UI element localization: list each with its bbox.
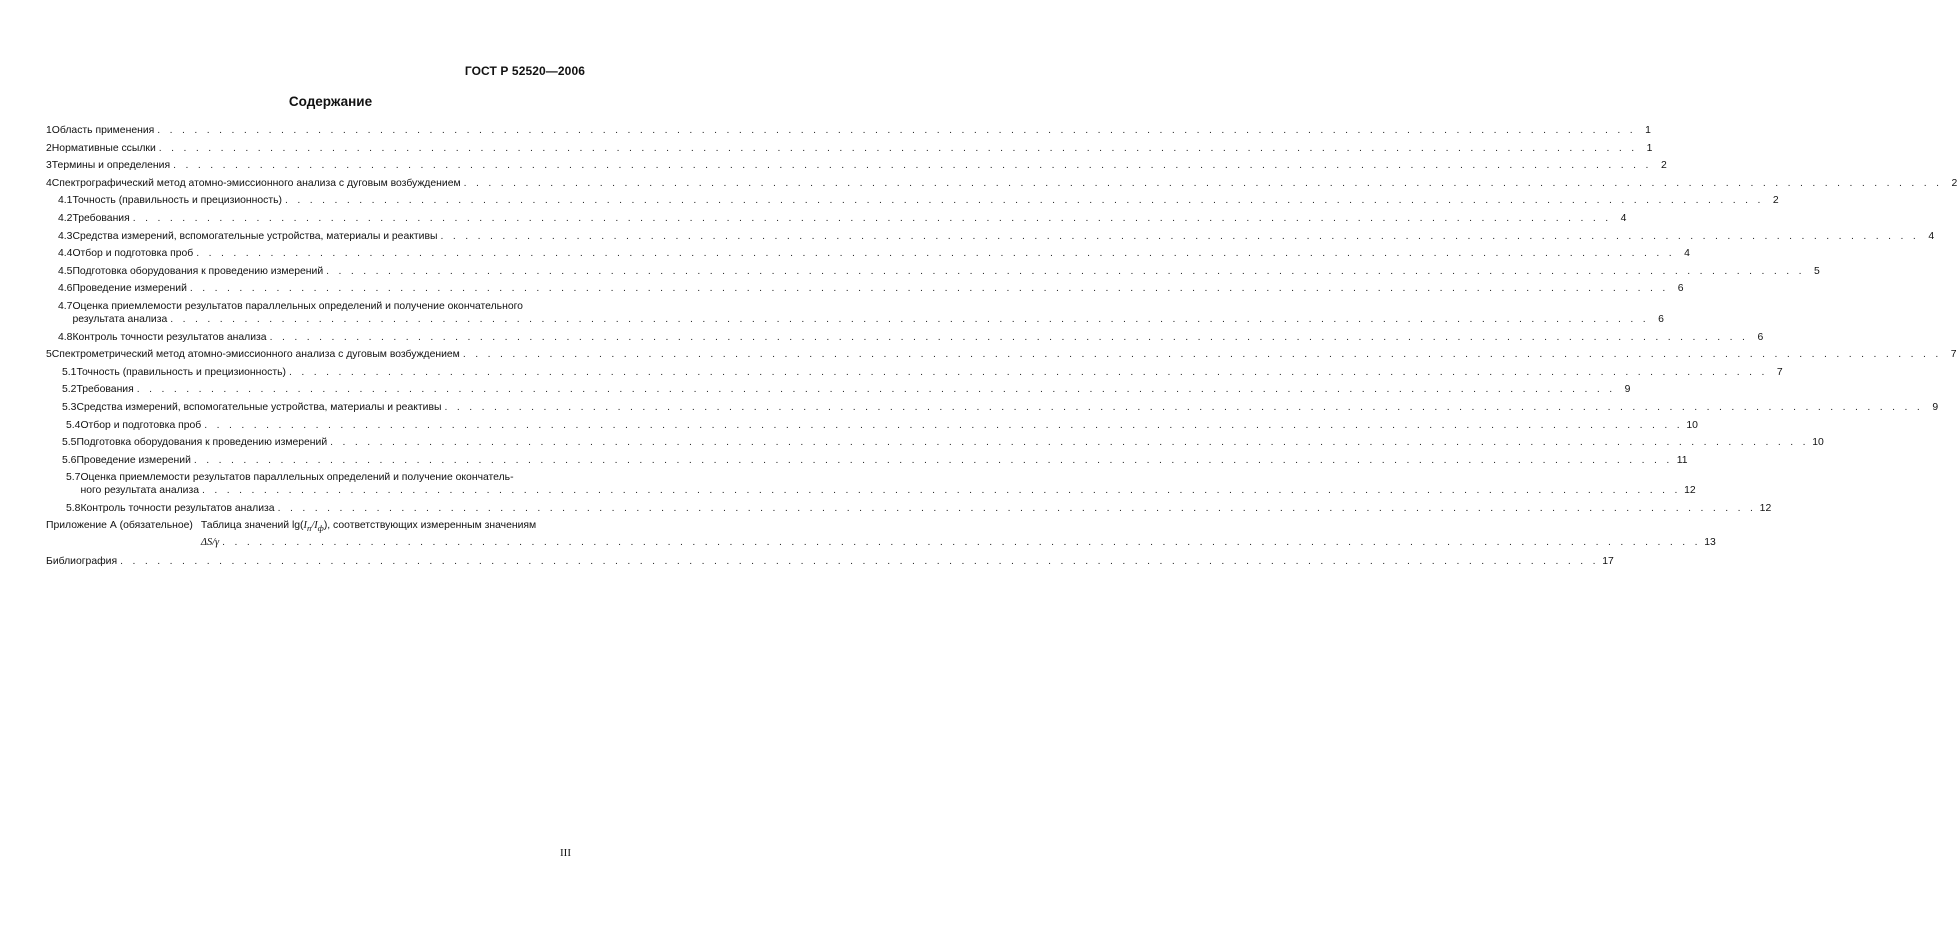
toc-entry-4-8[interactable]	[46, 331, 1764, 349]
leader-dots: . . . . . . . . . . . . . . . . . . . . . . . . . . . . . . . . . . . . . . . . . . . . . . . . . . . . . . . . . . . . . . . . . . . . . . . . . . . . . . . . . . . . . . . . . . . . . . . . . . . . . . . . . . . . . . . . . . . . . . . .	[440, 230, 1920, 242]
toc-entry-5[interactable]	[46, 348, 1957, 366]
toc-page-number: 4	[1684, 248, 1690, 260]
appendix-label: Приложение А (обязательное)	[46, 520, 193, 532]
toc-entry-4-3[interactable]	[46, 230, 1935, 248]
toc-entry-text: Точность (правильность и прецизионность)	[72, 195, 283, 207]
toc-entry-number: 5.6	[62, 454, 77, 466]
toc-entry-4-5[interactable]	[46, 265, 1820, 283]
page-title: Содержание	[288, 94, 373, 109]
leader-dots: . . . . . . . . . . . . . . . . . . . . . . . . . . . . . . . . . . . . . . . . . . . . . . . . . . . . . . . . . . . . . . . . . . . . . . . . . . . . . . . . . . . . . . . . . . . . . . . . . . . . . . . . . . . . . . . . . . . . . . . .	[173, 160, 1652, 172]
leader-dots: . . . . . . . . . . . . . . . . . . . . . . . . . . . . . . . . . . . . . . . . . . . . . . . . . . . . . . . . . . . . . . . . . . . . . . . . . . . . . . . . . . . . . . . . . . . . . . . . . . . . . . . . . . . . . . . . . . . . . . . .	[196, 248, 1675, 260]
toc-entry-5-2[interactable]	[46, 383, 1631, 401]
toc-entry-5-7[interactable]	[46, 471, 1696, 502]
toc-entry-number: 4.5	[58, 265, 73, 277]
toc-page-number: 6	[1658, 313, 1664, 325]
toc-entry-text: Спектрографический метод атомно-эмиссионного анализа с дуговым возбуждением	[51, 177, 461, 189]
toc-page-number: 11	[1676, 454, 1688, 466]
toc-entry-text: Оценка приемлемости результатов параллельных определений и получение окончательного	[72, 300, 523, 312]
leader-dots: . . . . . . . . . . . . . . . . . . . . . . . . . . . . . . . . . . . . . . . . . . . . . . . . . . . . . . . . . . . . . . . . . . . . . . . . . . . . . . . . . . . . . . . . . . . . . . . . . . . . . . . . . . . . . . . . . . . . . . . .	[202, 485, 1681, 497]
page-number: III	[560, 847, 571, 859]
toc-page-number: 12	[1759, 502, 1772, 514]
toc-entry-number: 5.8	[66, 502, 81, 514]
toc-entry-text: Проведение измерений	[76, 454, 191, 466]
toc-page-number: 10	[1686, 419, 1698, 431]
toc-entry-number: 2	[46, 142, 52, 154]
toc-page-number: 1	[1645, 125, 1651, 136]
leader-dots: . . . . . . . . . . . . . . . . . . . . . . . . . . . . . . . . . . . . . . . . . . . . . . . . . . . . . . . . . . . . . . . . . . . . . . . . . . . . . . . . . . . . . . . . . . . . . . . . . . . . . . . . . . . . . . . . . . . . . . . .	[132, 212, 1612, 224]
toc-entry-text: Контроль точности результатов анализа	[80, 502, 275, 514]
leader-dots: . . . . . . . . . . . . . . . . . . . . . . . . . . . . . . . . . . . . . . . . . . . . . . . . . . . . . . . . . . . . . . . . . . . . . . . . . . . . . . . . . . . . . . . . . . . . . . . . . . . . . . . . . . . . . . . . . . . . . . . .	[158, 142, 1638, 154]
leader-dots: . . . . . . . . . . . . . . . . . . . . . . . . . . . . . . . . . . . . . . . . . . . . . . . . . . . . . . . . . . . . . . . . . . . . . . . . . . . . . . . . . . . . . . . . . . . . . . . . . . . . . . . . . . . . . . . . . . . . . . . .	[289, 366, 1768, 378]
toc-entry-text: Библиография	[46, 556, 118, 568]
toc-page-number: 1	[1646, 142, 1653, 154]
toc-entry-1[interactable]	[46, 124, 1651, 142]
toc-entry-2[interactable]	[46, 142, 1653, 160]
toc-entry-4-7[interactable]	[46, 300, 1664, 331]
toc-entry-5-4[interactable]	[46, 419, 1698, 437]
toc-entry-5-5[interactable]	[46, 436, 1824, 454]
toc-entry-text: Спектрометрический метод атомно-эмиссионного анализа с дуговым возбуждением	[51, 349, 460, 361]
toc-entry-number: 4.1	[58, 195, 73, 207]
toc-entry-number: 4	[46, 177, 52, 189]
toc-entry-3[interactable]	[46, 159, 1667, 177]
leader-dots: . . . . . . . . . . . . . . . . . . . . . . . . . . . . . . . . . . . . . . . . . . . . . . . . . . . . . . . . . . . . . . . . . . . . . . . . . . . . . . . . . . . . . . . . . . . . . . . . . . . . . . . . . . . . . . . . . . . . . . . .	[462, 349, 1942, 361]
toc-entry-text: Отбор и подготовка проб	[72, 248, 194, 260]
toc-entry-text-continued: результата анализа	[72, 313, 168, 325]
toc-page-number: 2	[1660, 160, 1667, 172]
toc-entry-number: 4.8	[58, 331, 73, 343]
toc-entry-text: Проведение измерений	[72, 283, 187, 295]
leader-dots: . . . . . . . . . . . . . . . . . . . . . . . . . . . . . . . . . . . . . . . . . . . . . . . . . . . . . . . . . . . . . . . . . . . . . . . . . . . . . . . . . . . . . . . . . . . . . . . . . . . . . . . . . . . . . . . . . . . . . . . .	[269, 331, 1749, 343]
toc-entry-number: 5.4	[66, 419, 81, 431]
toc-entry-number: 4.3	[58, 230, 73, 242]
document-code: ГОСТ Р 52520—2006	[464, 64, 585, 78]
toc-entry-text: Требования	[76, 384, 134, 396]
toc-entry-number: 4.6	[58, 283, 73, 295]
toc-page-number: 10	[1812, 437, 1824, 449]
toc-page-number: 7	[1776, 366, 1783, 378]
leader-dots: . . . . . . . . . . . . . . . . . . . . . . . . . . . . . . . . . . . . . . . . . . . . . . . . . . . . . . . . . . . . . . . . . . . . . . . . . . . . . . . . . . . . . . . . . . . . . . . . . . . . . . . . . . . . . . . . . . . . . . . .	[136, 384, 1616, 396]
toc-entry-text-continued: ного результата анализа	[80, 485, 200, 497]
toc-entry-number: 3	[46, 160, 52, 172]
toc-entry-text: Оценка приемлемости результатов параллельных определений и получение окончатель-	[80, 472, 514, 484]
toc-entry-number: 5	[46, 349, 52, 361]
toc-entry-5-1[interactable]	[46, 366, 1783, 384]
toc-entry-number: 4.4	[58, 248, 73, 260]
toc-page-number: 17	[1602, 556, 1614, 568]
toc-entry-number: 5.1	[62, 366, 77, 378]
toc-entry-text: Средства измерений, вспомогательные устройства, материалы и реактивы	[72, 230, 438, 242]
toc-entry-4-1[interactable]	[46, 194, 1779, 212]
toc-entry-number: 5.3	[62, 401, 77, 413]
toc-appendix-a[interactable]	[46, 519, 1716, 555]
toc-entry-text: Отбор и подготовка проб	[80, 419, 202, 431]
leader-dots: . . . . . . . . . . . . . . . . . . . . . . . . . . . . . . . . . . . . . . . . . . . . . . . . . . . . . . . . . . . . . . . . . . . . . . . . . . . . . . . . . . . . . . . . . . . . . . . . . . . . . . . . . . . . . . . . . . . . . . . .	[463, 177, 1943, 189]
toc-page-number: 9	[1624, 384, 1631, 396]
toc-entry-4-6[interactable]	[46, 282, 1684, 300]
leader-dots: . . . . . . . . . . . . . . . . . . . . . . . . . . . . . . . . . . . . . . . . . . . . . . . . . . . . . . . . . . . . . . . . . . . . . . . . . . . . . . . . . . . . . . . . . . . . . . . . . . . . . . . . . . . . . . . . . . . . . . . .	[170, 313, 1649, 325]
toc-entry-number: 5.2	[62, 384, 77, 396]
toc-entry-text: Точность (правильность и прецизионность)	[76, 366, 287, 378]
leader-dots: . . . . . . . . . . . . . . . . . . . . . . . . . . . . . . . . . . . . . . . . . . . . . . . . . . . . . . . . . . . . . . . . . . . . . . . . . . . . . . . . . . . . . . . . . . . . . . . . . . . . . . . . . . . . . . . . . . . . . . . .	[277, 502, 1757, 514]
toc-entry-text: Нормативные ссылки	[51, 142, 156, 154]
toc-entry-number: 4.7	[58, 300, 73, 312]
table-of-contents	[46, 124, 1957, 573]
toc-page-number: 6	[1757, 331, 1764, 343]
toc-page-number: 13	[1704, 536, 1716, 548]
toc-bibliography[interactable]	[46, 555, 1614, 573]
toc-entry-4[interactable]	[46, 177, 1957, 195]
toc-page-number: 6	[1677, 283, 1684, 295]
appendix-title: Таблица значений $\lg(I_n/I_ф)$, соответствующих измеренным значениям	[200, 520, 537, 534]
toc-page-number: 4	[1928, 230, 1935, 242]
toc-entry-number: 5.5	[62, 437, 77, 449]
toc-entry-text: Контроль точности результатов анализа	[72, 331, 267, 343]
leader-dots: . . . . . . . . . . . . . . . . . . . . . . . . . . . . . . . . . . . . . . . . . . . . . . . . . . . . . . . . . . . . . . . . . . . . . . . . . . . . . . . . . . . . . . . . . . . . . . . . . . . . . . . . . . . . . . . . . . . . . . . .	[157, 125, 1636, 136]
appendix-formula: ΔS/γ	[200, 536, 220, 548]
toc-page-number: 2	[1772, 195, 1779, 207]
toc-page-number: 4	[1620, 212, 1627, 224]
toc-entry-text: Подготовка оборудования к проведению измерений	[76, 437, 328, 449]
toc-entry-5-8[interactable]	[46, 502, 1772, 520]
leader-dots: . . . . . . . . . . . . . . . . . . . . . . . . . . . . . . . . . . . . . . . . . . . . . . . . . . . . . . . . . . . . . . . . . . . . . . . . . . . . . . . . . . . . . . . . . . . . . . . . . . . . . . . . . . . . . . . . . . . . . . . .	[204, 419, 1683, 431]
toc-entry-number: 4.2	[58, 212, 73, 224]
leader-dots: . . . . . . . . . . . . . . . . . . . . . . . . . . . . . . . . . . . . . . . . . . . . . . . . . . . . . . . . . . . . . . . . . . . . . . . . . . . . . . . . . . . . . . . . . . . . . . . . . . . . . . . . . . . . . . . . . . . . . . . .	[193, 454, 1673, 466]
toc-page-number: 2	[1951, 177, 1957, 189]
toc-entry-5-3[interactable]	[46, 401, 1939, 419]
toc-entry-5-6[interactable]	[46, 454, 1688, 472]
toc-page-number: 7	[1950, 349, 1957, 361]
toc-entry-number: 5.7	[66, 472, 81, 484]
toc-entry-text: Термины и определения	[51, 160, 171, 172]
leader-dots: . . . . . . . . . . . . . . . . . . . . . . . . . . . . . . . . . . . . . . . . . . . . . . . . . . . . . . . . . . . . . . . . . . . . . . . . . . . . . . . . . . . . . . . . . . . . . . . . . . . . . . . . . . . . . . . . . . . . . . . .	[330, 437, 1809, 449]
toc-entry-text: Средства измерений, вспомогательные устройства, материалы и реактивы	[76, 401, 442, 413]
leader-dots: . . . . . . . . . . . . . . . . . . . . . . . . . . . . . . . . . . . . . . . . . . . . . . . . . . . . . . . . . . . . . . . . . . . . . . . . . . . . . . . . . . . . . . . . . . . . . . . . . . . . . . . . . . . . . . . . . . . . . . . .	[189, 283, 1669, 295]
toc-page-number: 5	[1814, 265, 1820, 277]
toc-entry-text: Требования	[72, 212, 130, 224]
leader-dots: . . . . . . . . . . . . . . . . . . . . . . . . . . . . . . . . . . . . . . . . . . . . . . . . . . . . . . . . . . . . . . . . . . . . . . . . . . . . . . . . . . . . . . . . . . . . . . . . . . . . . . . . . . . . . . . . . . . . . . . .	[285, 195, 1764, 207]
toc-page-number: 9	[1932, 401, 1939, 413]
leader-dots: . . . . . . . . . . . . . . . . . . . . . . . . . . . . . . . . . . . . . . . . . . . . . . . . . . . . . . . . . . . . . . . . . . . . . . . . . . . . . . . . . . . . . . . . . . . . . . . . . . . . . . . . . . . . . . . . . . . . . . . .	[444, 401, 1924, 413]
toc-entry-4-2[interactable]	[46, 212, 1627, 230]
leader-dots: . . . . . . . . . . . . . . . . . . . . . . . . . . . . . . . . . . . . . . . . . . . . . . . . . . . . . . . . . . . . . . . . . . . . . . . . . . . . . . . . . . . . . . . . . . . . . . . . . . . . . . . . . . . . . . . . . . . . . . . .	[222, 536, 1701, 548]
toc-page-number: 12	[1684, 485, 1696, 497]
toc-entry-number: 1	[46, 125, 52, 136]
toc-entry-4-4[interactable]	[46, 247, 1690, 265]
toc-entry-text: Подготовка оборудования к проведению измерений	[72, 265, 324, 277]
leader-dots: . . . . . . . . . . . . . . . . . . . . . . . . . . . . . . . . . . . . . . . . . . . . . . . . . . . . . . . . . . . . . . . . . . . . . . . . . . . . . . . . . . . . . . . . . . . . . . . . . . . . . . . . . . . . . . . . . . . . . . . .	[120, 556, 1599, 568]
leader-dots: . . . . . . . . . . . . . . . . . . . . . . . . . . . . . . . . . . . . . . . . . . . . . . . . . . . . . . . . . . . . . . . . . . . . . . . . . . . . . . . . . . . . . . . . . . . . . . . . . . . . . . . . . . . . . . . . . . . . . . . .	[326, 265, 1805, 277]
toc-entry-text: Область применения	[51, 125, 155, 136]
